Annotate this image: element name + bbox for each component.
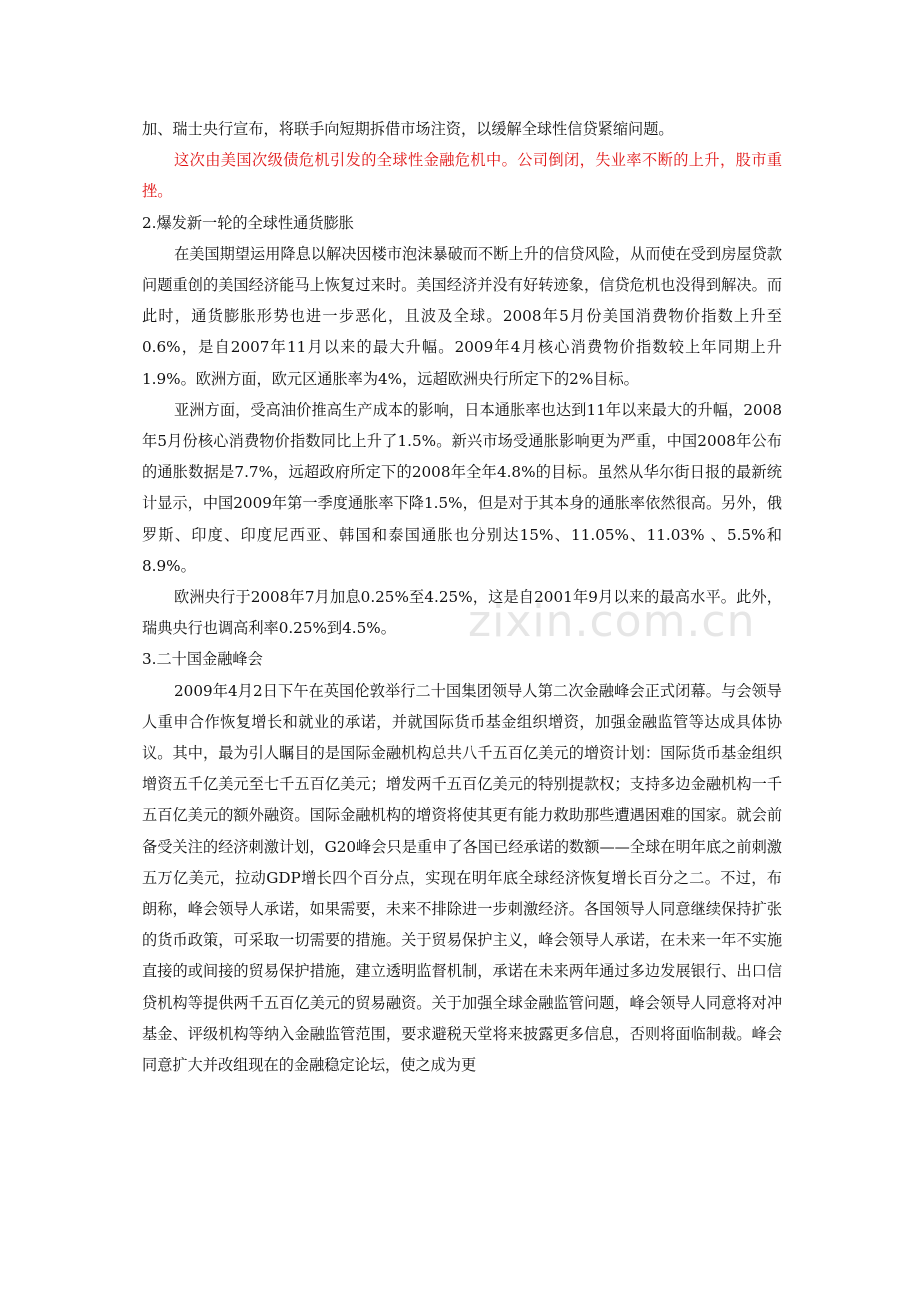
paragraph-asia-inflation: 亚洲方面，受高油价推高生产成本的影响，日本通胀率也达到11年以来最大的升幅，2008年5月份核心消费物价指数同比上升了1.5%。新兴市场受通胀影响更为严重，中国2008年公布的通胀数据是7.7%，远超政府所定下的2008年全年4.8%的目标。虽然从华尔街日报的最新统计显示，中国2009年第一季度通胀率下降1.5%，但是对于其本身的通胀率依然很高。另外，俄罗斯、印度、印度尼西亚、韩国和泰国通胀也分别达15%、11.05%、11.03% 、5.5%和8.9%。 — [142, 400, 782, 575]
paragraph-g20-summit: 2009年4月2日下午在英国伦敦举行二十国集团领导人第二次金融峰会正式闭幕。与会领导人重申合作恢复增长和就业的承诺，并就国际货币基金组织增资，加强金融监管等达成具体协议。其中，最为引人瞩目的是国际金融机构总共八千五百亿美元的增资计划：国际货币基金组织增资五千亿美元至七千五百亿美元；增发两千五百亿美元的特别提款权；支持多边金融机构一千五百亿美元的额外融资。国际金融机构的增资将使其更有能力救助那些遭遇困难的国家。就会前备受关注的经济刺激计划，G20峰会只是重申了各国已经承诺的数额——全球在明年底之前刺激五万亿美元，拉动GDP增长四个百分点，实现在明年底全球经济恢复增长百分之二。不过，布朗称，峰会领导人承诺，如果需要，未来不排除进一步刺激经济。各国领导人同意继续保持扩张的货币政策，可采取一切需要的措施。关于贸易保护主义，峰会领导人承诺，在未来一年不实施直接的或间接的贸易保护措施，建立透明监督机制，承诺在未来两年通过多边发展银行、出口信贷机构等提供两千五百亿美元的贸易融资。关于加强全球金融监管问题，峰会领导人同意将对冲基金、评级机构等纳入金融监管范围，要求避税天堂将来披露更多信息，否则将面临制裁。峰会同意扩大并改组现在的金融稳定论坛，使之成为更 — [142, 681, 782, 1075]
document-body — [142, 114, 782, 1081]
paragraph-us-inflation: 在美国期望运用降息以解决因楼市泡沫暴破而不断上升的信贷风险，从而使在受到房屋贷款问题重创的美国经济能马上恢复过来时。美国经济并没有好转迹象，信贷危机也没得到解决。而此时，通货膨胀形势也进一步恶化，且波及全球。2008年5月份美国消费物价指数上升至0.6%，是自2007年11月以来的最大升幅。2009年4月核心消费物价指数较上年同期上升1.9%。欧洲方面，欧元区通胀率为4%，远超欧洲央行所定下的2%目标。 — [142, 244, 782, 388]
paragraph-continuation: 加、瑞士央行宣布，将联手向短期拆借市场注资，以缓解全球性信贷紧缩问题。 — [142, 120, 674, 138]
paragraph-highlighted: 这次由美国次级债危机引发的全球性金融危机中。公司倒闭，失业率不断的上升，股市重挫。 — [142, 151, 782, 201]
section-heading-inflation: 2.爆发新一轮的全球性通货膨胀 — [142, 213, 354, 232]
section-heading-g20: 3.二十国金融峰会 — [142, 650, 263, 669]
watermark-text: zixin.com.cn — [468, 596, 756, 647]
paragraph-ecb-rates: 欧洲央行于2008年7月加息0.25%至4.25%，这是自2001年9月以来的最高水平。此外，瑞典央行也调高利率0.25%到4.5%。 — [142, 588, 782, 638]
